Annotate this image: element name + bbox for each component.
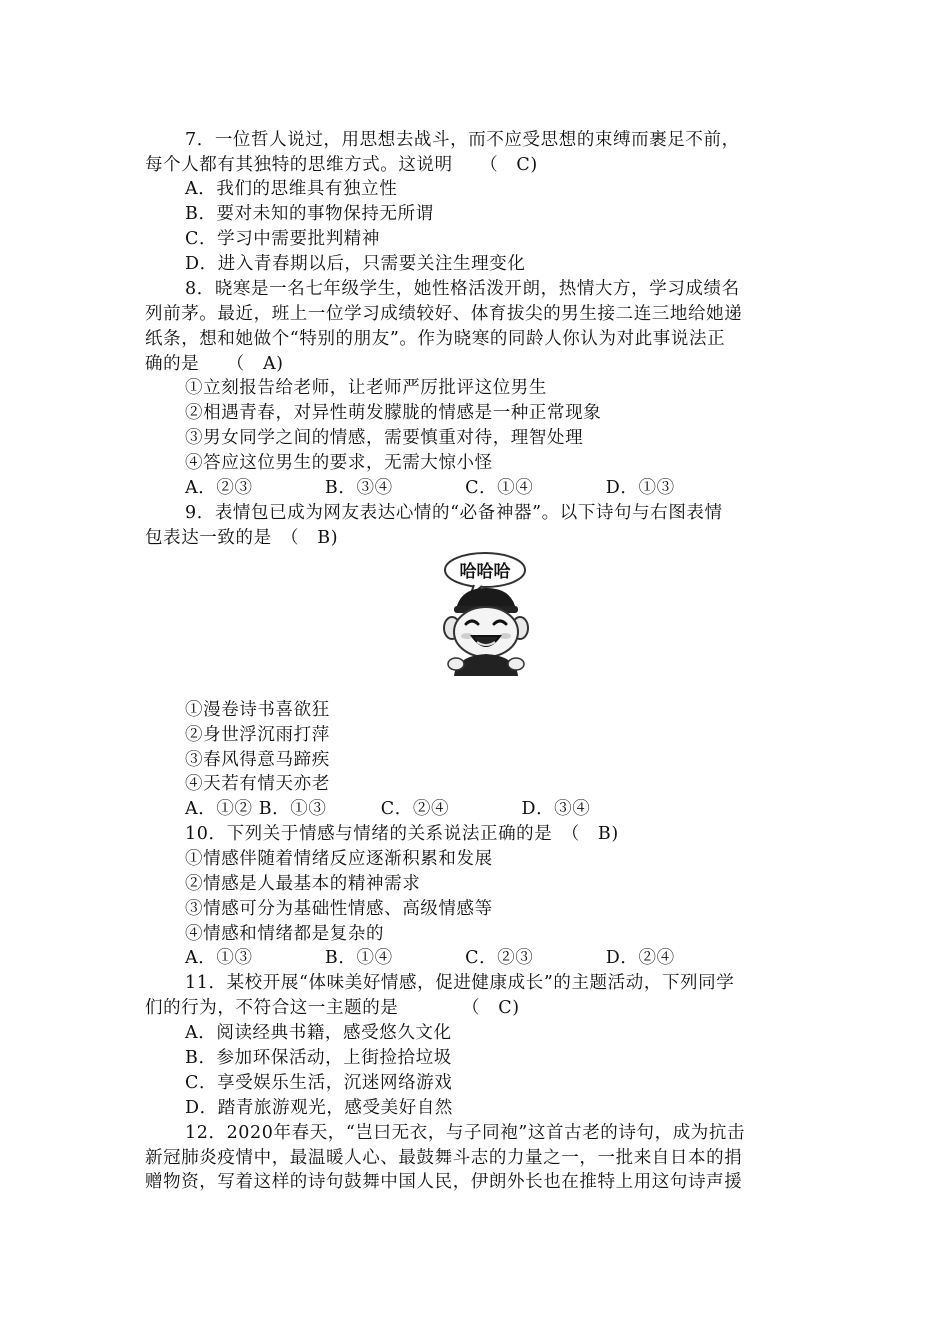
- q8-statement-2: ②相遇青春，对异性萌发朦胧的情感是一种正常现象: [185, 403, 602, 423]
- q9-statement-3: ③春风得意马蹄疾: [185, 750, 330, 770]
- q10-options: A．①③ B．①④ C．②③ D．②④: [185, 948, 675, 968]
- q7-option-b: B．要对未知的事物保持无所谓: [185, 204, 434, 224]
- q12-stem-line2: 新冠肺炎疫情中，最温暖人心、最鼓舞斗志的力量之一，一批来自日本的捐: [145, 1148, 743, 1168]
- q12-stem-line1: 12．2020年春天，“岂曰无衣，与子同袍”这首古老的诗句，成为抗击: [185, 1123, 746, 1143]
- q11-option-c: C．享受娱乐生活，沉迷网络游戏: [185, 1073, 453, 1093]
- q9-statement-2: ②身世浮沉雨打萍: [185, 725, 330, 745]
- q7-option-d: D．进入青春期以后，只需要关注生理变化: [185, 254, 526, 274]
- q8-stem-line2: 列前茅。最近，班上一位学习成绩较好、体育拔尖的男生接二连三地给她递: [145, 304, 743, 324]
- q11-option-d: D．踏青旅游观光，感受美好自然: [185, 1098, 454, 1118]
- q7-option-a: A．我们的思维具有独立性: [185, 179, 398, 199]
- q10-statement-1: ①情感伴随着情绪反应逐渐积累和发展: [185, 849, 493, 869]
- laughing-man-emoji-icon: [430, 548, 540, 678]
- q9-statement-1: ①漫卷诗书喜欲狂: [185, 700, 330, 720]
- q11-stem-line1: 11．某校开展“体味美好情感，促进健康成长”的主题活动，下列同学: [185, 973, 735, 993]
- q9-stem-line1: 9．表情包已成为网友表达心情的“必备神器”。以下诗句与右图表情: [185, 503, 723, 523]
- q10-statement-4: ④情感和情绪都是复杂的: [185, 924, 385, 944]
- bubble-text: 哈哈哈: [459, 562, 511, 582]
- q10-statement-3: ③情感可分为基础性情感、高级情感等: [185, 899, 493, 919]
- q8-statement-1: ①立刻报告给老师，让老师严厉批评这位男生: [185, 378, 547, 398]
- q8-statement-4: ④答应这位男生的要求，无需大惊小怪: [185, 453, 493, 473]
- q8-stem-line1: 8．晓寒是一名七年级学生，她性格活泼开朗，热情大方，学习成绩名: [185, 279, 740, 299]
- q8-statement-3: ③男女同学之间的情感，需要慎重对待，理智处理: [185, 428, 584, 448]
- q9-statement-4: ④天若有情天亦老: [185, 774, 330, 794]
- q11-option-a: A．阅读经典书籍，感受悠久文化: [185, 1023, 452, 1043]
- q7-stem-line1: 7．一位哲人说过，用思想去战斗，而不应受思想的束缚而裹足不前，: [185, 130, 740, 150]
- q7-option-c: C．学习中需要批判精神: [185, 229, 380, 249]
- q9-stem-line2: 包表达一致的是 （ B): [145, 528, 339, 548]
- q8-stem-line3: 纸条，想和她做个“特别的朋友”。作为晓寒的同龄人你认为对此事说法正: [145, 329, 726, 349]
- q7-stem-line2: 每个人都有其独特的思维方式。这说明 （ C): [145, 155, 538, 175]
- q11-stem-line2: 们的行为，不符合这一主题的是 （ C): [145, 998, 520, 1018]
- q8-stem-line4: 确的是 （ A): [145, 354, 284, 374]
- q12-stem-line3: 赠物资，写着这样的诗句鼓舞中国人民，伊朗外长也在推特上用这句诗声援: [145, 1172, 743, 1192]
- q8-options: A．②③ B．③④ C．①④ D．①③: [185, 478, 675, 498]
- q11-option-b: B．参加环保活动，上街捡拾垃圾: [185, 1048, 452, 1068]
- q9-options: A．①② B．①③ C．②④ D．③④: [185, 799, 591, 819]
- q10-stem: 10．下列关于情感与情绪的关系说法正确的是 （ B): [185, 824, 619, 844]
- q10-statement-2: ②情感是人最基本的精神需求: [185, 874, 421, 894]
